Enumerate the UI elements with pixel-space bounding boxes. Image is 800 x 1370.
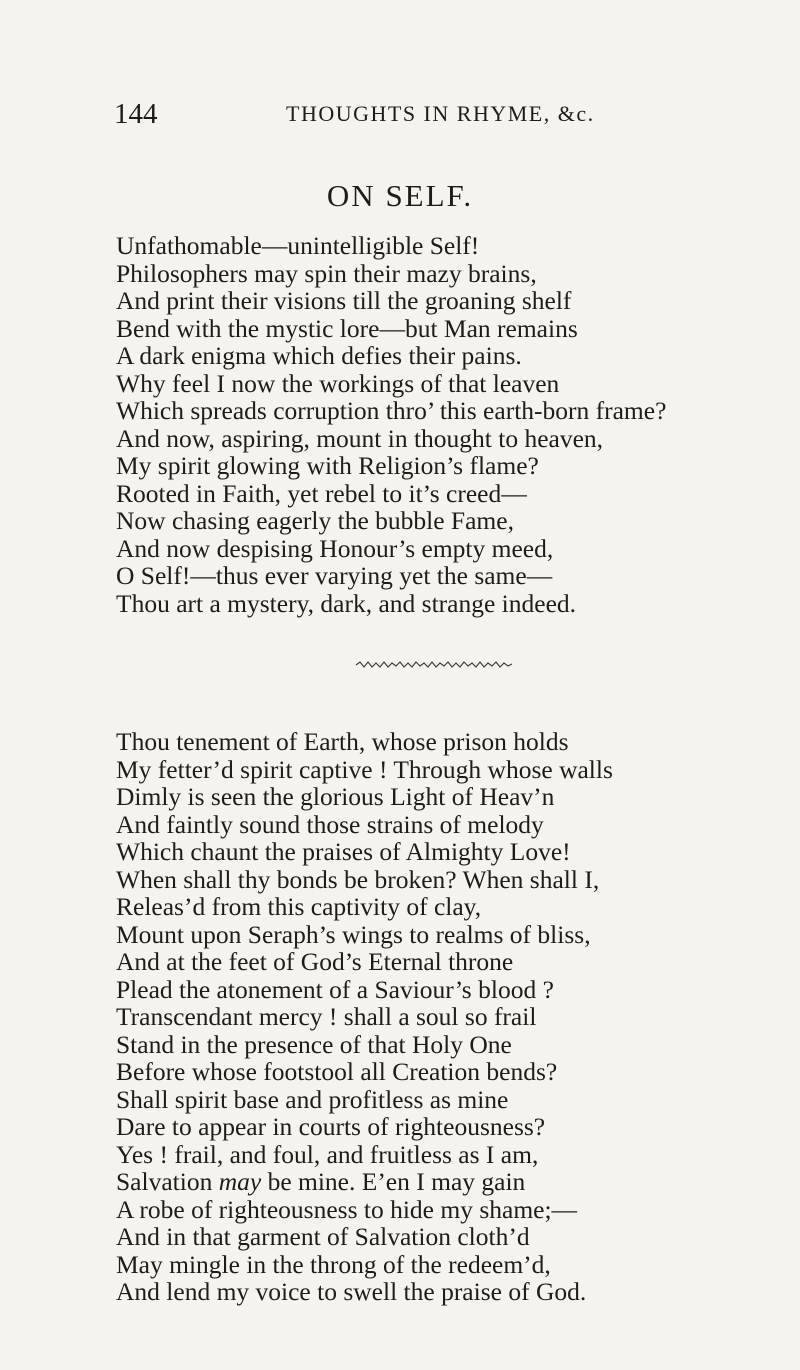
poem-line: Now chasing eagerly the bubble Fame, [116,506,514,535]
stanza-1 [116,232,796,617]
stanza-2 [116,728,796,1306]
poem-line: Thou art a mystery, dark, and strange indeed. [116,588,577,618]
poem-line: May mingle in the throng of the redeem’d, [116,1249,551,1279]
emphasis-text: may [218,1167,262,1196]
poem-line: Releas’d from this captivity of clay, [116,892,482,921]
poem-line: My spirit glowing with Religion’s flame? [116,451,539,480]
poem-line: Shall spirit base and profitless as mine [116,1084,509,1114]
poem-line: Dimly is seen the glorious Light of Heav’n [116,782,555,811]
line-text: be mine. E’en I may gain [261,1167,526,1196]
poem-line: And at the feet of God’s Eternal throne [116,947,514,976]
page-header [0,94,800,134]
poem-line: Which chaunt the praises of Almighty Love! [116,837,571,866]
ornamental-divider [354,658,514,672]
poem-line: Yes ! frail, and foul, and fruitless as I am, [116,1139,539,1169]
poem-line: And faintly sound those strains of melody [116,809,544,839]
poem-line: Mount upon Seraph’s wings to realms of bliss, [116,919,591,949]
poem-line: My fetter’d spirit captive ! Through whose walls [116,754,613,784]
poem-line: Rooted in Faith, yet rebel to it’s creed— [116,478,527,508]
poem-line: Transcendant mercy ! shall a soul so frail [116,1002,537,1031]
poem-line: And print their visions till the groaning shelf [116,286,572,315]
running-head: THOUGHTS IN RHYME, &c. [286,101,595,126]
poem-line: Thou tenement of Earth, whose prison holds [116,727,569,756]
page-number: 144 [114,98,158,130]
poem-line: O Self!—thus ever varying yet the same— [116,561,553,590]
poem-line [116,1168,796,1196]
poem-line: Which spreads corruption thro’ this earth-born frame? [116,396,667,425]
poem-title: ON SELF. [326,178,474,213]
poem-line: Unfathomable—unintelligible Self! [116,231,480,260]
line-text: Salvation [116,1167,219,1196]
poem-line: Dare to appear in courts of righteousness? [116,1112,546,1141]
poem-line: And in that garment of Salvation cloth’d [116,1222,530,1251]
poem-line: And lend my voice to swell the praise of God. [116,1277,587,1306]
poem-line: And now, aspiring, mount in thought to heaven, [116,423,604,453]
poem-line: When shall thy bonds be broken? When shall I, [116,864,600,894]
poem-line: Stand in the presence of that Holy One [116,1029,512,1059]
poem-line: A dark enigma which defies their pains. [116,341,522,370]
poem-line: Philosophers may spin their mazy brains, [116,258,537,288]
poem-line: Before whose footstool all Creation bends? [116,1057,558,1086]
poem-line: Plead the atonement of a Saviour’s blood ? [116,974,554,1004]
poem-line: Why feel I now the workings of that leaven [116,368,560,398]
poem-line: A robe of righteousness to hide my shame;— [116,1194,578,1224]
poem-line: Bend with the mystic lore—but Man remains [116,313,578,343]
poem-line: And now despising Honour’s empty meed, [116,533,554,563]
